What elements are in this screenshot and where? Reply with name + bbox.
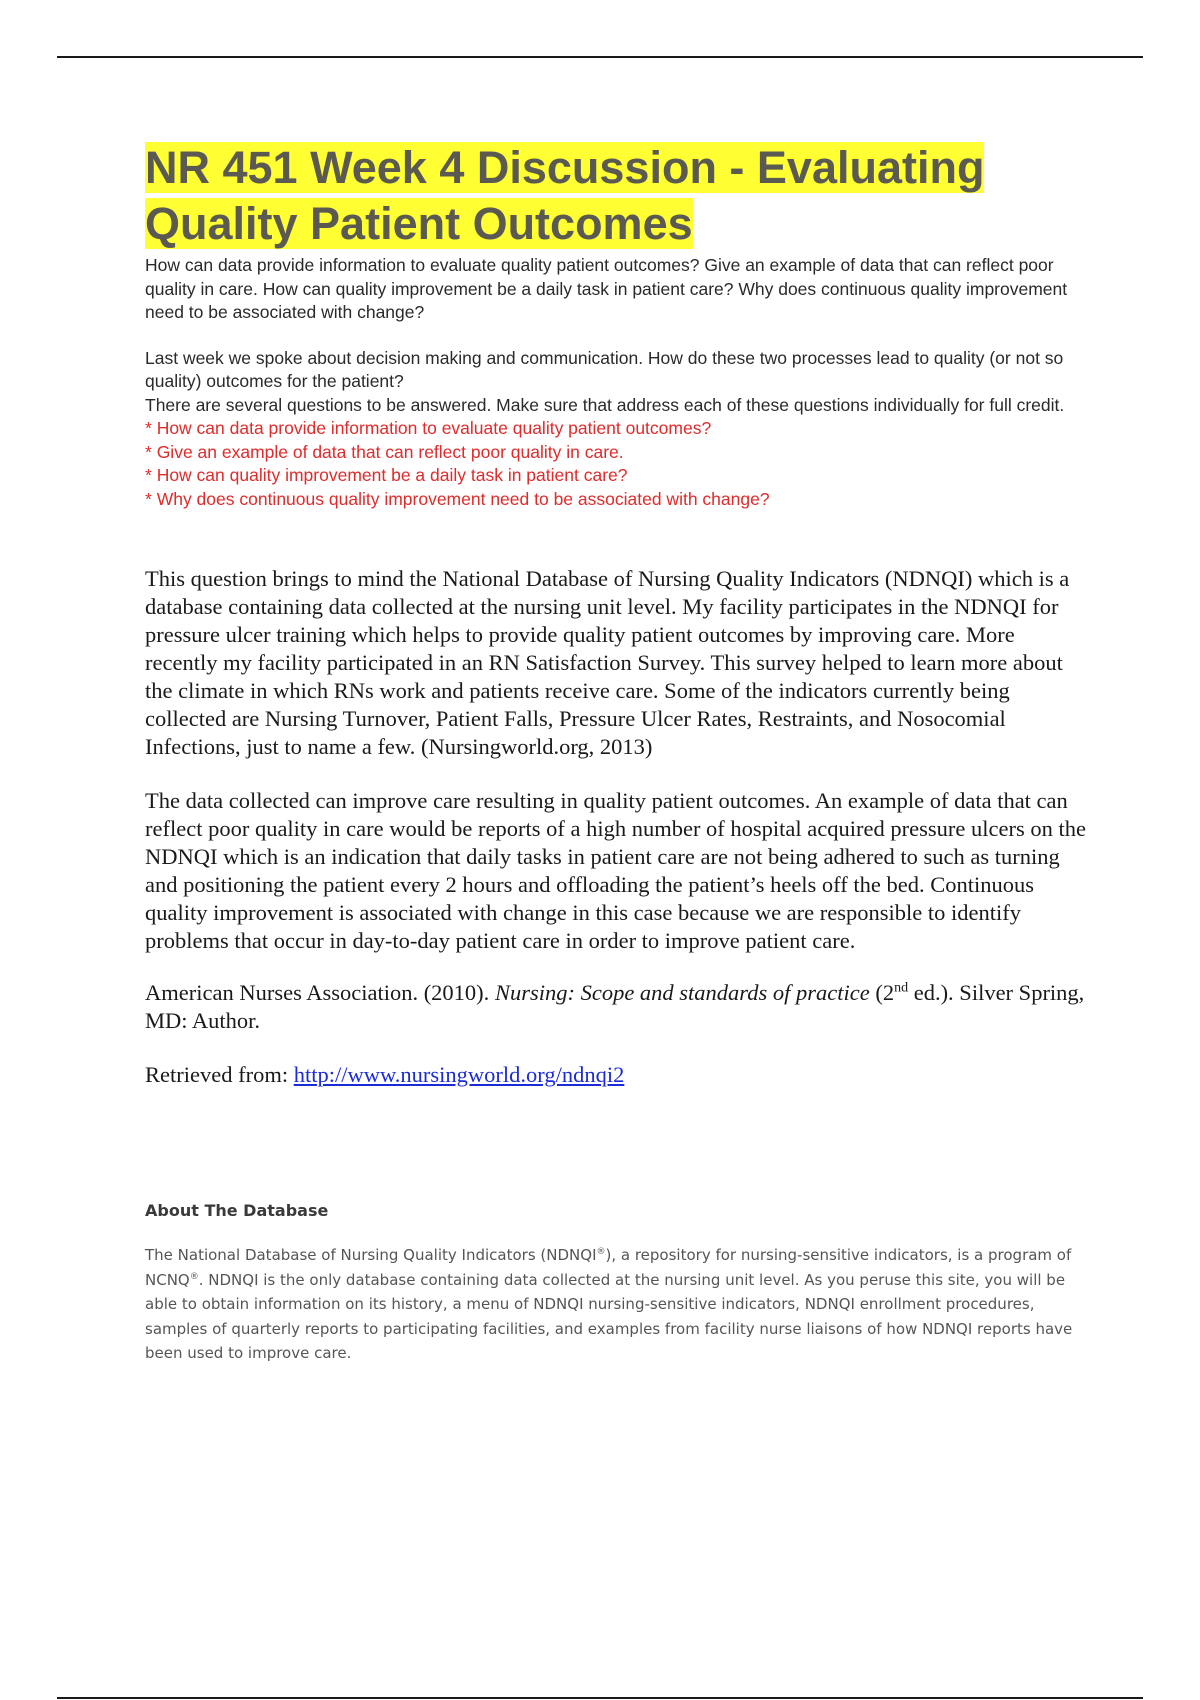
document-body xyxy=(145,140,1090,1366)
question-item: * Why does continuous quality improvement need to be associated with change? xyxy=(145,488,1090,512)
reference-book-title: Nursing: Scope and standards of practice xyxy=(494,980,870,1005)
bottom-rule xyxy=(57,1697,1143,1699)
registered-mark-1: ® xyxy=(596,1247,606,1257)
question-item: * Give an example of data that can reflect poor quality in care. xyxy=(145,441,1090,465)
retrieved-link[interactable]: http://www.nursingworld.org/ndnqi2 xyxy=(293,1062,625,1087)
retrieved-from xyxy=(145,1061,1090,1089)
question-list xyxy=(145,417,1090,511)
about-text-part-2: ), a repository for nursing-sensitive indicators, is a program of NCNQ xyxy=(145,1246,1072,1289)
reference-author-year: American Nurses Association. (2010). xyxy=(145,980,495,1005)
question-item: * How can quality improvement be a daily task in patient care? xyxy=(145,464,1090,488)
about-database-text xyxy=(145,1243,1095,1366)
reference-citation xyxy=(145,979,1090,1035)
about-database-heading: About The Database xyxy=(145,1201,329,1220)
reference-edition-close: ed.). Silver Spring, MD: Author. xyxy=(145,980,1085,1033)
about-text-part-3: . NDNQI is the only database containing data collected at the nursing unit level. As you peruse this site, you will be able to obtain information on its history, a menu of NDNQI nursing-sensitive indicators, NDNQI enrollment procedures, samples of quarterly reports to participating facilities, and examples from facility nurse liaisons of how NDNQI reports have been used to improve care. xyxy=(145,1270,1073,1362)
prompt-paragraph-2: Last week we spoke about decision making and communication. How do these two processes lead to quality (or not so quality) outcomes for the patient? xyxy=(145,347,1064,391)
about-text-part-1: The National Database of Nursing Quality Indicators (NDNQI xyxy=(145,1246,597,1264)
answer-paragraph-2: The data collected can improve care resulting in quality patient outcomes. An example of data that can reflect poor quality in care would be reports of a high number of hospital acquired pressure ulcers on the NDNQI which is an indication that daily tasks in patient care are not being adhered to such as turning and positioning the patient every 2 hours and offloading the patient’s heels off the bed. Continuous quality improvement is associated with change in this case because we are responsible to identify problems that occur in day-to-day patient care in order to improve patient care. xyxy=(145,788,1086,953)
title-highlight: NR 451 Week 4 Discussion - Evaluating Quality Patient Outcomes xyxy=(145,142,985,249)
reference-edition-sup: nd xyxy=(894,980,909,996)
prompt-paragraph-1: How can data provide information to evaluate quality patient outcomes? Give an example of data that can reflect poor quality in care. How can quality improvement be a daily task in patient care? Why does continuous quality improvement need to be associated with change? xyxy=(145,255,1068,322)
question-item: * How can data provide information to evaluate quality patient outcomes? xyxy=(145,417,1090,441)
prompt-paragraph-3: There are several questions to be answered. Make sure that address each of these questions individually for full credit. xyxy=(145,394,1065,415)
answer-paragraph-1: This question brings to mind the National Database of Nursing Quality Indicators (NDNQI) which is a database containing data collected at the nursing unit level. My facility participates in the NDNQI for pressure ulcer training which helps to provide quality patient outcomes by improving care. More recently my facility participated in an RN Satisfaction Survey. This survey helped to learn more about the climate in which RNs work and patients receive care. Some of the indicators currently being collected are Nursing Turnover, Patient Falls, Pressure Ulcer Rates, Restraints, and Nosocomial Infections, just to name a few. (Nursingworld.org, 2013) xyxy=(145,566,1070,759)
registered-mark-2: ® xyxy=(189,1271,199,1282)
page-title xyxy=(145,140,1090,252)
retrieved-label: Retrieved from: xyxy=(145,1062,294,1087)
reference-edition-open: (2 xyxy=(869,980,895,1005)
top-rule xyxy=(57,56,1143,58)
